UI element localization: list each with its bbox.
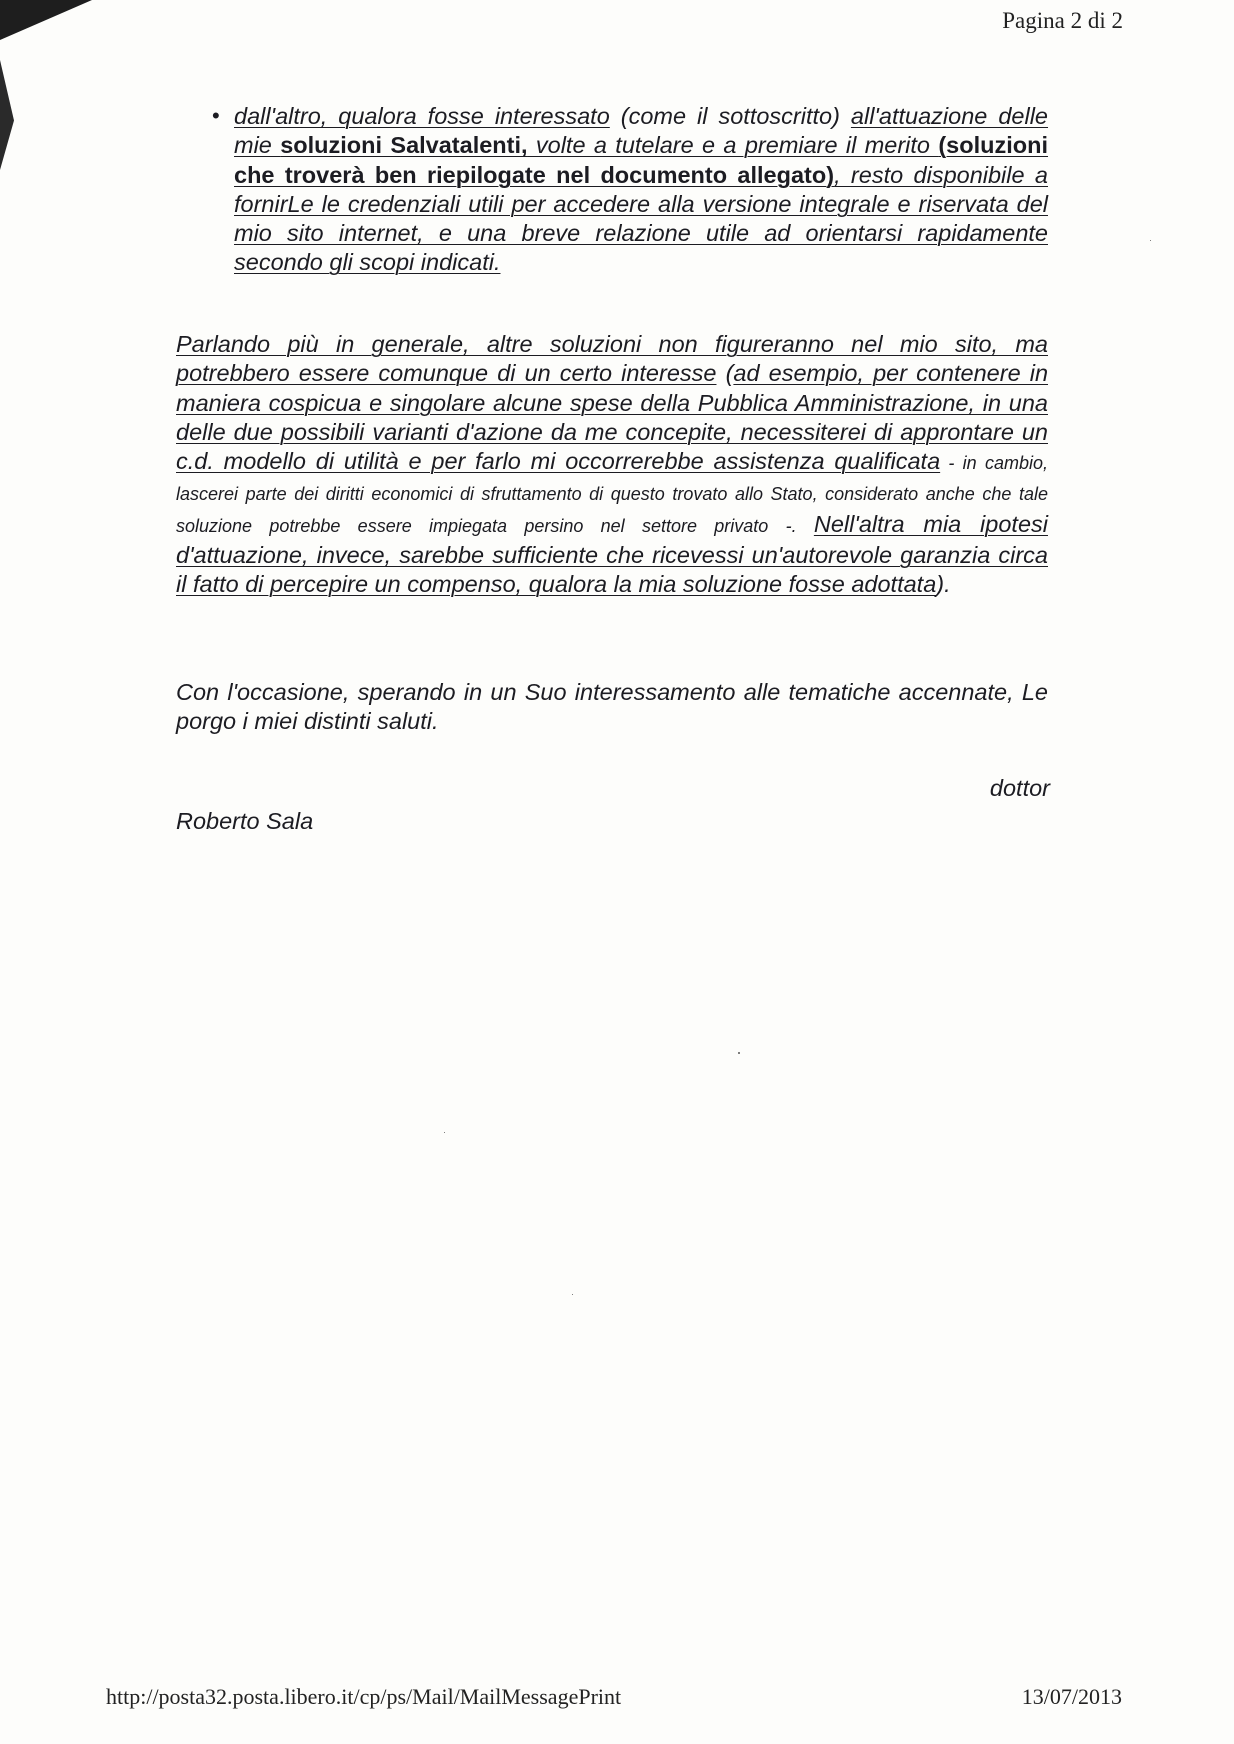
scan-speck — [1150, 240, 1151, 241]
bullet-text-2: (come il sottoscritto) — [609, 103, 851, 129]
bullet-marker: • — [212, 103, 220, 128]
paragraph-solutions — [176, 330, 1048, 600]
bullet-text-1: dall'altro, qualora fosse interessato — [234, 103, 610, 129]
para2-text-3: ad esempio, per contenere in maniera cospicua e singolare alcune spese della Pubblica Amministrazione, in una delle due possibili varianti d'azione da me concepite, necessiterei di approntare un c.d. modello di utilità e per farlo mi occorrerebbe assistenza qualificata — [176, 360, 1049, 475]
bullet-text-bold-allegato: (soluzioni che troverà ben riepilogate nel documento allegato) — [234, 132, 1049, 188]
bullet-paragraph — [234, 102, 1048, 278]
bullet-text-bold-salvatalenti: soluzioni Salvatalenti, — [280, 132, 528, 159]
signature-title: dottor — [989, 775, 1050, 801]
bullet-text-3: all'attuazione delle mie — [234, 103, 1049, 159]
page-number: Pagina 2 di 2 — [1002, 8, 1123, 33]
closing-paragraph: Con l'occasione, sperando in un Suo interessamento alle tematiche accennate, Le porgo i miei distinti saluti. — [176, 679, 1048, 735]
para2-text-1: Parlando più in generale, altre soluzioni non figureranno nel mio sito, ma potrebbero essere comunque di un certo interesse — [176, 331, 1048, 387]
para2-text-small: - in cambio, lascerei parte dei diritti economici di sfruttamento di questo trovato allo Stato, considerato anche che tale soluzione potrebbe essere impiegata persino nel settore privato -. — [176, 453, 1048, 536]
para2-text-5: Nell'altra mia ipotesi d'attuazione, invece, sarebbe sufficiente che ricevessi un'autorevole garanzia circa il fatto di percepire un compenso, qualora la mia soluzione fosse adottata — [176, 510, 1048, 598]
scan-dark-edge — [0, 60, 14, 170]
bullet-text-5: volte a tutelare e a premiare il merito — [527, 132, 939, 159]
bullet-text-7: , resto disponibile a fornirLe le credenziali utili per accedere alla versione integrale e riservata del mio sito internet, e una breve relazione utile ad orientarsi rapidamente secondo gli scopi indicati. — [234, 161, 1048, 276]
scan-speck — [444, 1132, 445, 1133]
scan-speck — [738, 1052, 740, 1054]
scan-dark-corner — [0, 0, 92, 40]
para2-text-6: ). — [936, 571, 951, 598]
footer-date: 13/07/2013 — [1021, 1684, 1122, 1709]
signature-name: Roberto Sala — [176, 808, 314, 834]
scan-speck — [572, 1294, 573, 1295]
footer-url: http://posta32.posta.libero.it/cp/ps/Mail/MailMessagePrint — [106, 1684, 622, 1709]
para2-text-2: ( — [716, 360, 734, 387]
